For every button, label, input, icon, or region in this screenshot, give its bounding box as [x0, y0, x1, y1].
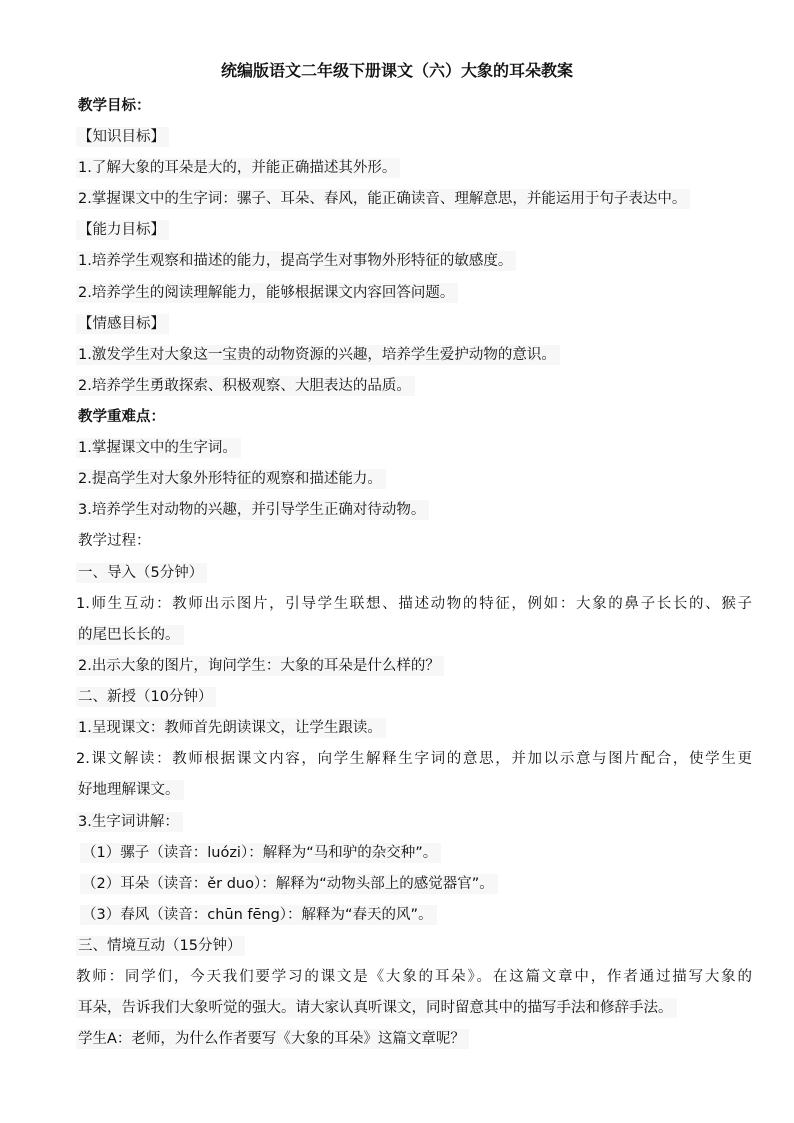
vocab-item: （2）耳朵（读音：ěr duo）：解释为“动物头部上的感觉器官”。 — [80, 874, 498, 894]
vocab-item: （1）骡子（读音：luózi）：解释为“马和驴的杂交种”。 — [80, 843, 441, 863]
text-line: 学生A：老师，为什么作者要写《大象的耳朵》这篇文章呢？ — [76, 1029, 469, 1049]
text-line: 3.生字词讲解： — [76, 812, 183, 832]
text-line: 1.师生互动：教师出示图片，引导学生联想、描述动物的特征，例如：大象的鼻子长长的、猴子 — [76, 596, 752, 612]
text-line: 3.培养学生对动物的兴趣，并引导学生正确对待动物。 — [76, 500, 429, 520]
section-heading-process: 教学过程： — [78, 533, 151, 549]
subheading-emotion-goals: 【情感目标】 — [76, 314, 169, 334]
subheading-ability-goals: 【能力目标】 — [76, 220, 169, 240]
text-line: 1.了解大象的耳朵是大的，并能正确描述其外形。 — [76, 158, 400, 178]
document-title: 统编版语文二年级下册课文（六）大象的耳朵教案 — [220, 61, 573, 80]
section-heading-goals: 教学目标： — [78, 98, 151, 114]
text-line: 2.出示大象的图片，询问学生：大象的耳朵是什么样的？ — [76, 656, 444, 676]
text-line: 1.激发学生对大象这一宝贵的动物资源的兴趣，培养学生爱护动物的意识。 — [76, 345, 560, 365]
text-line: 的尾巴长长的。 — [76, 625, 184, 645]
text-line: 好地理解课文。 — [76, 780, 184, 800]
text-line: 2.掌握课文中的生字词：骡子、耳朵、春风，能正确读音、理解意思，并能运用于句子表达中。 — [76, 189, 690, 209]
text-line: 1.呈现课文：教师首先朗读课文，让学生跟读。 — [76, 718, 386, 738]
text-line: 2.培养学生的阅读理解能力，能够根据课文内容回答问题。 — [76, 283, 458, 303]
subheading-interaction: 三、情境互动（15分钟） — [76, 936, 245, 956]
section-heading-key-points: 教学重难点： — [78, 409, 165, 425]
text-line: 耳朵，告诉我们大象听觉的强大。请大家认真听课文，同时留意其中的描写手法和修辞手法。 — [76, 998, 677, 1018]
text-line: 1.掌握课文中的生字词。 — [76, 438, 241, 458]
subheading-intro: 一、导入（5分钟） — [76, 563, 207, 583]
subheading-new-lesson: 二、新授（10分钟） — [76, 687, 216, 707]
vocab-item: （3）春风（读音：chūn fēng）：解释为“春天的风”。 — [80, 905, 437, 925]
text-line: 1.培养学生观察和描述的能力，提高学生对事物外形特征的敏感度。 — [76, 251, 516, 271]
subheading-knowledge-goals: 【知识目标】 — [76, 127, 169, 147]
text-line: 2.课文解读：教师根据课文内容，向学生解释生字词的意思，并加以示意与图片配合，使学生更 — [76, 751, 752, 767]
text-line: 2.培养学生勇敢探索、积极观察、大胆表达的品质。 — [76, 376, 415, 396]
text-line: 2.提高学生对大象外形特征的观察和描述能力。 — [76, 469, 386, 489]
text-line: 教师：同学们，今天我们要学习的课文是《大象的耳朵》。在这篇文章中，作者通过描写大象的 — [76, 969, 752, 985]
